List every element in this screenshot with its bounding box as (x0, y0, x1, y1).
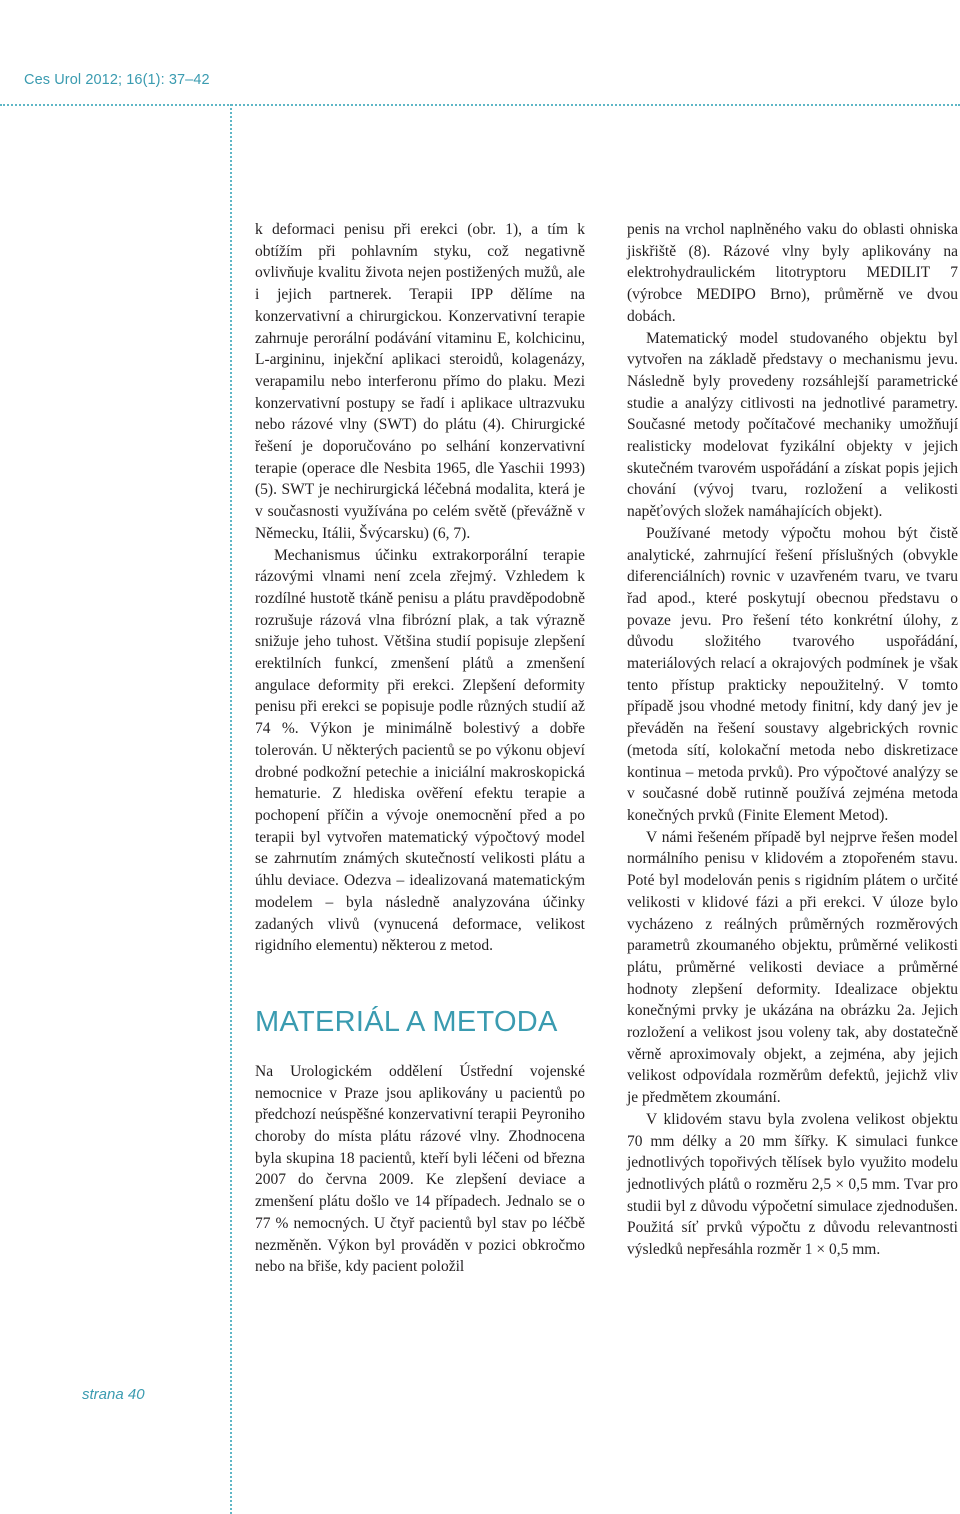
page-number: strana 40 (82, 1386, 145, 1403)
left-text-column (255, 219, 585, 1278)
journal-citation: Ces Urol 2012; 16(1): 37–42 (24, 72, 210, 88)
paragraph: V klidovém stavu byla zvolena velikost objektu 70 mm délky a 20 mm šířky. K simulaci funkce jednotlivých topořivých tělísek bylo využito modelu jednotlivých plátů o rozměru 2,5 × 0,5 mm. Tvar pro studii byl z důvodu výpočetní simulace zjednodušen. Použitá síť prvků výpočtu z důvodu relevantnosti výsledků nepřesáhla rozměr 1 × 0,5 mm. (627, 1110, 958, 1259)
header-divider (0, 104, 960, 106)
paragraph: penis na vrchol naplněného vaku do oblasti ohniska jiskřiště (8). Rázové vlny byly aplikovány na elektrohydraulickém litotryptoru MEDILIT 7 (výrobce MEDIPO Brno), průměrně ve dvou dobách. (627, 221, 958, 325)
right-text-column (627, 219, 958, 1261)
paragraph: Na Urologickém oddělení Ústřední vojenské nemocnice v Praze jsou aplikovány u pacientů po předchozí neúspěšné konzervativní terapii Peyroniho choroby do místa plátu rázové vlny. Zhodnocena byla skupina 18 pacientů, kteří byli léčeni od března 2007 do června 2009. Ke zlepšení deviace a zmenšení plátu došlo ve 14 případech. Jednalo se o 77 % nemocných. U čtyř pacientů byl stav po léčbě nezměněn. Výkon byl prováděn v pozici obkročmo nebo na břiše, kdy pacient položil (255, 1062, 585, 1276)
paragraph: Používané metody výpočtu mohou být čistě analytické, zahrnující řešení příslušných (obvykle diferenciálních) rovnic v uzavřeném tvaru, ve tvaru řad apod., které poskytují obecnou představu o povaze jevu. Pro řešení této konkrétní úlohy, z důvodu složitého tvarového uspořádání, materiálových relací a okrajových podmínek je však tento přístup prakticky nepoužitelný. V tomto případě jsou vhodné metody finitní, kdy daný jev je převáděn na řešení soustavy algebrických rovnic (metoda sítí, kolokační metoda nebo diskretizace kontinua – metoda prvků). Pro výpočtové analýzy se v současné době rutinně používá zejména metoda konečných prvků (Finite Element Metod). (627, 524, 958, 824)
paragraph: V námi řešeném případě byl nejprve řešen model normálního penisu v klidovém a ztopořeném stavu. Poté byl modelován penis s rigidním plátem o určité velikosti v klidové fázi a při erekci. V úloze bylo vycházeno z reálných průměrných rozměrových parametrů zkoumaného objektu, průměrné velikosti plátu, průměrné velikosti deviace a průměrné hodnoty zlepšení deformity. Idealizace objektu konečnými prvky je ukázána na obrázku 2a. Jejich rozložení a velikost jsou voleny tak, aby dostatečně věrně aproximovaly objekt, a zejména, aby jejich velikost odpovídala rozměrům defektů, jejichž vliv je předmětem zkoumání. (627, 828, 958, 1107)
margin-divider (230, 104, 232, 1514)
paragraph: k deformaci penisu při erekci (obr. 1), a tím k obtížím při pohlavním styku, což negativně ovlivňuje kvalitu života nejen postižených mužů, ale i jejich partnerek. Terapii IPP dělíme na konzervativní a chirurgickou. Konzervativní terapie zahrnuje perorální podávání vitaminu E, kolchicinu, L-argininu, injekční aplikaci steroidů, kolagenázy, verapamilu nebo interferonu přímo do plaku. Mezi konzervativní postupy se řadí i aplikace ultrazvuku nebo rázové vlny (SWT) do plátu (4). Chirurgické řešení je doporučováno po selhání konzervativní terapie (operace dle Nesbita 1965, dle Yaschii 1993) (5). SWT je nechirurgická léčebná modalita, která je v současnosti využívána po celém světě (převážně v Německu, Itálii, Švýcarsku) (6, 7). (255, 221, 585, 542)
section-heading: MATERIÁL A METODA (255, 1005, 558, 1038)
paragraph: Mechanismus účinku extrakorporální terapie rázovými vlnami není zcela zřejmý. Vzhledem k rozdílné hustotě tkáně penisu a plátu pravděpodobně rozrušuje rázová vlna fibrózní plak, a tak výrazně snižuje jeho tuhost. Většina studií popisuje zlepšení erektilních funkcí, zmenšení plátů a zmenšení angulace deformity při erekci. Zlepšení deformity penisu při erekci se popisuje podle různých studií až 74 %. Výkon je minimálně bolestivý a dobře tolerován. U některých pacientů se po výkonu objeví drobné podkožní petechie a iniciální makroskopická hematurie. Z hlediska ověření efektu terapie a pochopení příčin a vývoje onemocnění před a po terapii byl vytvořen matematický výpočtový model se zahrnutím známých skutečností velikosti plátu a úhlu deviace. Odezva – idealizovaná matematickým modelem – byla následně analyzována účinky zadaných vlivů (vynucená deformace, velikost rigidního elementu) některou z metod. (255, 546, 585, 955)
paragraph: Matematický model studovaného objektu byl vytvořen na základě představy o mechanismu jevu. Následně byly provedeny rozsáhlejší parametrické studie a analýzy citlivosti na jednotlivé parametry. Současné metody počítačové mechaniky umožňují realisticky modelovat fyzikální objekty v jejich skutečném tvarovém uspořádání a získat popis jejich chování (vývoj tvaru, rozložení a velikosti napěťových složek namáhajících objekt). (627, 329, 958, 521)
